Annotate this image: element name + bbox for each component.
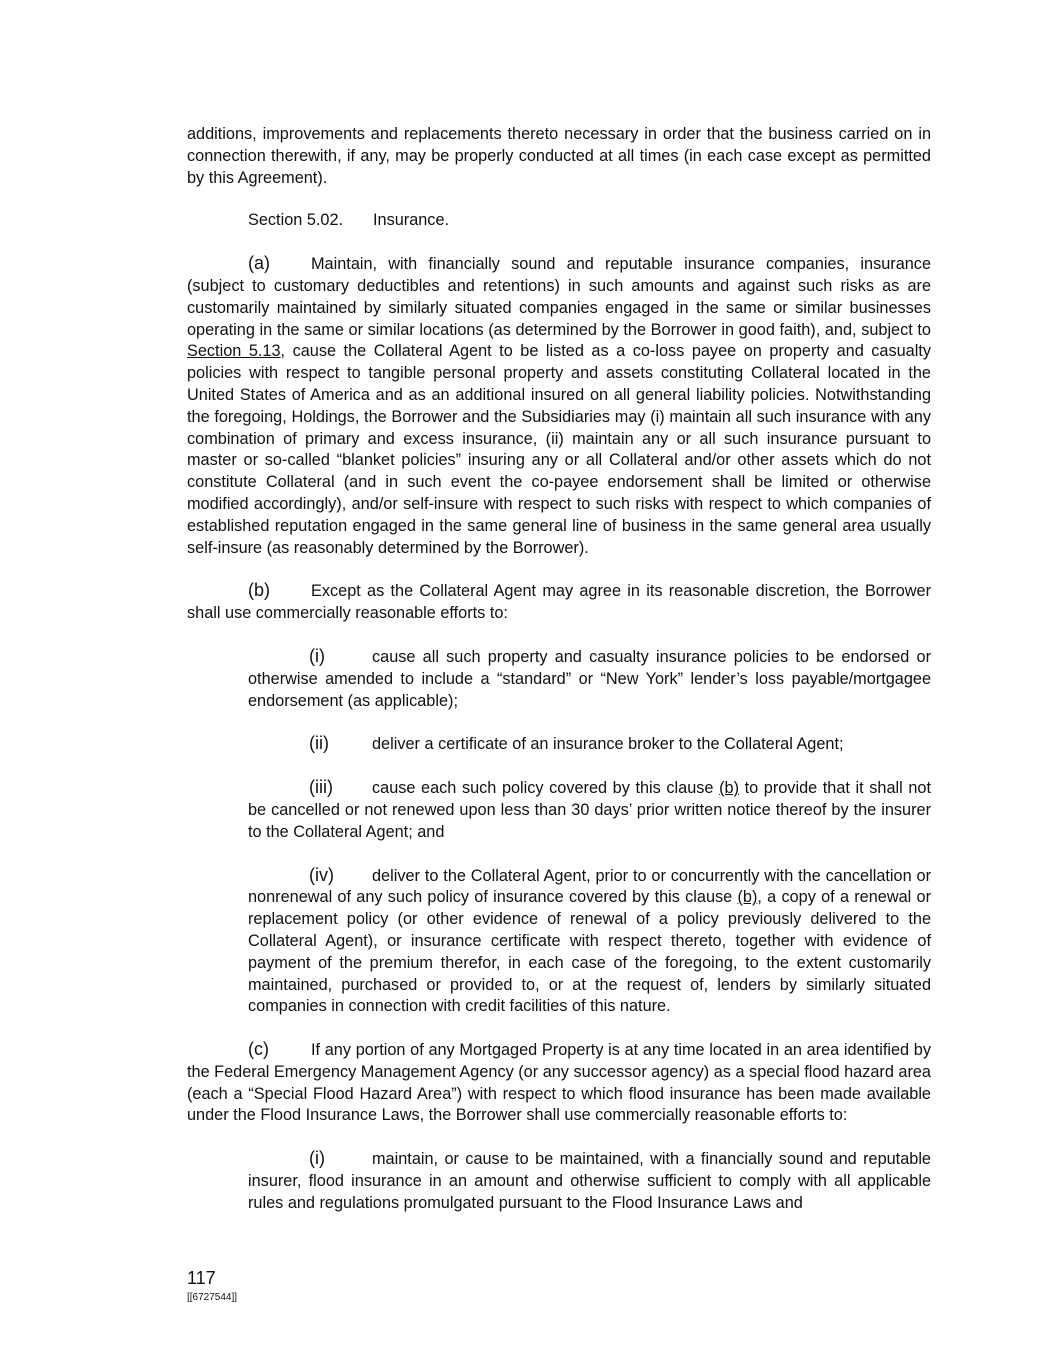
paragraph-b-text: Except as the Collateral Agent may agree in its reasonable discretion, the Borrower shall use commercially reasonable efforts to: (187, 582, 931, 623)
clause-b-link[interactable]: (b) (737, 888, 758, 907)
clause-b-ii-text: deliver a certificate of an insurance broker to the Collateral Agent; (372, 735, 844, 754)
paragraph-a-marker: (a) (248, 253, 270, 274)
paragraph-b (187, 580, 931, 625)
document-body (187, 124, 931, 1236)
clause-b-link[interactable]: (b) (719, 779, 739, 798)
paragraph-c-text: If any portion of any Mortgaged Property is at any time located in an area identified by the Federal Emergency Management Agency (or any successor agency) as a special flood hazard area (each a “Special Flood Hazard Area”) with respect to which flood insurance has been made available under the Flood Insurance Laws, the Borrower shall use commercially reasonable efforts to: (187, 1041, 931, 1125)
intro-paragraph: additions, improvements and replacements thereto necessary in order that the business carried on in connection therewith, if any, may be properly conducted at all times (in each case except as permitted by this Agreement). (187, 125, 931, 187)
document-id: [[6727544]] (187, 1292, 238, 1303)
paragraph-a (187, 253, 931, 559)
clause-b-iii-text-1: cause each such policy covered by this clause (372, 779, 720, 798)
clause-b-iv-marker: (iv) (309, 864, 334, 885)
clause-b-i-text: cause all such property and casualty insurance policies to be endorsed or otherwise amended to include a “standard” or “New York” lender’s loss payable/mortgagee endorsement (as applicable); (248, 647, 931, 710)
paragraph-a-text-1: Maintain, with financially sound and reputable insurance companies, insurance (subject to customary deductibles and retentions) in such amounts and against such risks as are customarily maintained by similarly situated companies engaged in the same or similar businesses operating in the same or similar locations (as determined by the Borrower in good faith), and, subject to (187, 255, 931, 339)
clause-c-i-text: maintain, or cause to be maintained, with a financially sound and reputable insurer, flood insurance in an amount and otherwise sufficient to comply with all applicable rules and regulations promulgated pursuant to the Flood Insurance Laws and (248, 1150, 931, 1212)
section-title: Insurance. (373, 211, 450, 230)
clause-b-iii-marker: (iii) (309, 777, 333, 798)
clause-b-i-marker: (i) (309, 645, 325, 666)
paragraph-b-marker: (b) (248, 580, 270, 601)
paragraph-c-marker: (c) (248, 1039, 269, 1060)
clause-b-iii-text-2: to provide that it shall not be cancelled or not renewed upon less than 30 days’ prior written notice thereof by the insurer to the Collateral Agent; and (248, 779, 931, 841)
page-number: 117 (187, 1268, 216, 1288)
clause-b-iv (187, 865, 931, 1019)
paragraph-c (187, 1039, 931, 1127)
clause-c-i (187, 1148, 931, 1214)
section-number: Section 5.02. (248, 211, 344, 230)
clause-b-iv-text-1: deliver to the Collateral Agent, prior to or concurrently with the cancellation or nonrenewal of any such policy of insurance covered by this clause (248, 866, 931, 907)
clause-b-ii (187, 733, 931, 756)
section-5-13-link[interactable]: Section 5.13 (187, 342, 281, 361)
clause-b-iv-text-2: , a copy of a renewal or replacement policy (or other evidence of renewal of a policy previously delivered to the Collateral Agent), or insurance certificate with respect thereto, together with evidence of payment of the premium therefor, in each case of the foregoing, to the extent customarily maintained, purchased or provided to, or at the request of, lenders by similarly situated companies in connection with credit facilities of this nature. (248, 888, 931, 1016)
clause-b-ii-marker: (ii) (309, 733, 329, 754)
paragraph-a-text-2: , cause the Collateral Agent to be listed as a co-loss payee on property and casualty policies with respect to tangible personal property and assets constituting Collateral located in the United States of America and as an additional insured on all general liability policies. Notwithstanding the foregoing, Holdings, the Borrower and the Subsidiaries may (i) maintain all such insurance with any combination of primary and excess insurance, (ii) maintain any or all such insurance pursuant to master or so-called “blanket policies” insuring any or all Collateral and/or other assets which do not constitute Collateral (and in such event the co-payee endorsement shall be limited or otherwise modified accordingly), and/or self-insure with respect to such risks with respect to which companies of established reputation engaged in the same general line of business in the same general area usually self-insure (as reasonably determined by the Borrower). (187, 342, 931, 557)
clause-b-iii (187, 777, 931, 843)
clause-b-i (187, 646, 931, 712)
section-heading (187, 210, 931, 232)
clause-c-i-marker: (i) (309, 1148, 325, 1169)
